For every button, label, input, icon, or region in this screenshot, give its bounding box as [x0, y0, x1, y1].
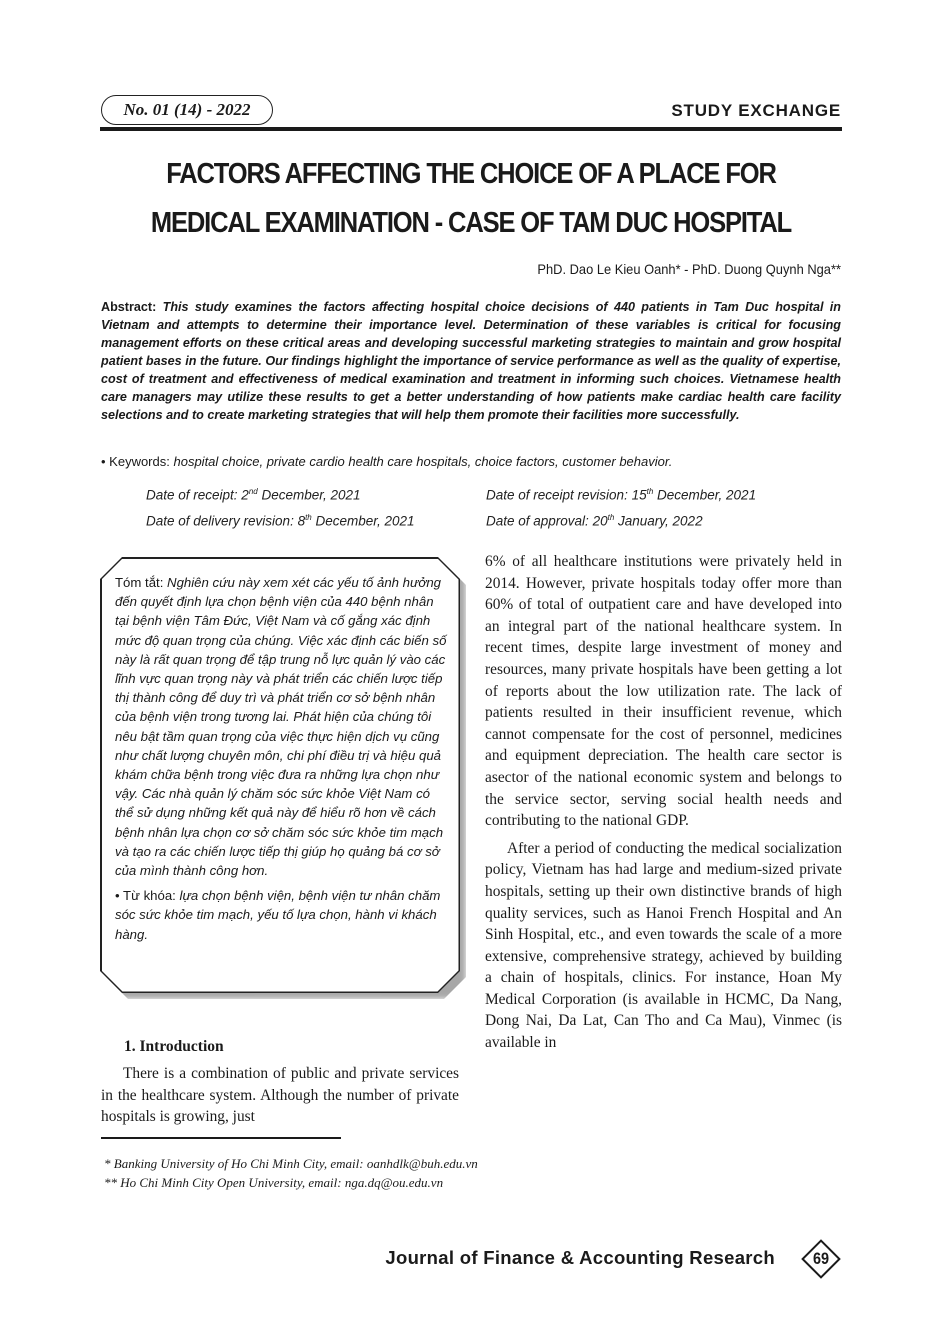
date-approval-value: January, 2022 [614, 513, 703, 529]
title-line-2: MEDICAL EXAMINATION - CASE OF TAM DUC HOSPITAL [150, 207, 792, 239]
page-number: 69 [812, 1249, 830, 1268]
page-number-badge [801, 1239, 841, 1279]
journal-name: Journal of Finance & Accounting Research [385, 1247, 775, 1268]
title-line-1: FACTORS AFFECTING THE CHOICE OF A PLACE FOR [166, 158, 776, 190]
date-delivery-revision [146, 513, 415, 529]
date-receipt-sup: nd [248, 487, 258, 496]
date-approval [486, 513, 703, 529]
keywords-label: • Keywords: [101, 454, 170, 469]
abstract [101, 298, 841, 424]
keywords [101, 454, 841, 469]
vietnamese-summary [115, 573, 451, 944]
date-receipt-value: December, 2021 [257, 487, 361, 503]
vietnamese-abstract [115, 573, 451, 880]
vietnamese-keywords [115, 886, 451, 944]
keywords-text: hospital choice, private cardio health care hospitals, choice factors, customer behavior. [173, 454, 673, 469]
body-paragraph: After a period of conducting the medical socialization policy, Vietnam has had large and medium-sized private hospitals, setting up their own distinctive brands of high quality services, such as Hanoi French Hospital and An Sinh Hospital, etc., and even towards the scale of a more extensive, comprehensive strategy, achieved by building a chain of hospitals, clinics. For instance, Hoan My Medical Corporation (is available in HCMC, Da Nang, Dong Nai, Da Lat, Can Tho and Ca Mau), Vinmec (is available in [485, 839, 842, 1052]
footnote-1: * Banking University of Ho Chi Minh City, email: oanhdlk@buh.edu.vn [104, 1156, 478, 1171]
date-receipt-revision-label: Date of receipt revision: 15 [486, 487, 647, 503]
vietnamese-abstract-label: Tóm tắt: [115, 575, 164, 590]
vietnamese-keywords-text: lựa chọn bệnh viện, bệnh viện tư nhân chăm sóc sức khỏe tim mạch, yếu tố lựa chọn, hành vi khách hàng. [115, 888, 441, 942]
vietnamese-abstract-text: Nghiên cứu này xem xét các yếu tố ảnh hưởng đến quyết định lựa chọn bệnh viện của 440 bệnh nhân tại bệnh viện Tâm Đức, Việt Nam và cố gắng xác định mức độ quan trọng của chúng. Việc xác định các biến số này là rất quan trọng để tập trung nỗ lực quản lý vào các lĩnh vực quan trọng này và phát triển các chiến lược tiếp thị thành công để duy trì và phát triển cơ sở bệnh nhân của bệnh viện trong tương lai. Phát hiện của chúng tôi nêu bật tầm quan trọng của việc thực hiện dịch vụ cũng như chất lượng chuyên môn, chi phí điều trị và hiệu quả khám chữa bệnh trong việc đưa ra những lựa chọn như vậy. Các nhà quản lý chăm sóc sức khỏe Việt Nam có thể sử dụng những kết quả này để hiểu rõ hơn về cách bệnh nhân lựa chọn cơ sở chăm sóc sức khỏe tim mạch và tạo ra các chiến lược tiếp thị giúp họ quảng bá cơ sở của mình thành công hơn. [115, 575, 447, 879]
body-paragraph: There is a combination of public and private services in the healthcare system. Although the number of private hospitals is growing, just [101, 1065, 459, 1126]
date-approval-sup: th [607, 513, 615, 522]
date-delivery-revision-label: Date of delivery revision: 8 [146, 513, 306, 529]
section-heading-introduction: 1. Introduction [124, 1038, 224, 1055]
right-column-body [485, 551, 842, 1054]
left-column-body [101, 1063, 459, 1128]
date-receipt-revision-value: December, 2021 [653, 487, 757, 503]
date-delivery-revision-sup: th [305, 513, 312, 522]
date-approval-label: Date of approval: 20 [486, 513, 608, 529]
issue-badge: No. 01 (14) - 2022 [101, 95, 273, 125]
article-title [145, 150, 798, 248]
footnote-2: ** Ho Chi Minh City Open University, email: nga.dq@ou.edu.vn [104, 1175, 444, 1190]
footnotes [104, 1154, 478, 1192]
date-receipt-revision [486, 487, 756, 503]
body-paragraph: 6% of all healthcare institutions were privately held in 2014. However, private hospitals today offer more than 60% of total of outpatient care and have developed into an integral part of the national healthcare system. In recent times, despite large investment of money and resources, many private hospitals have been getting a lot of reports about the low utilization rate. The lack of patients resulted in their insufficient revenue, which cannot compensate for the cost of personnel, medicines and equipment depreciation. The health care sector is asector of the national economic system and belongs to the service sector, serving social health needs and contributing to the national GDP. [485, 553, 842, 830]
abstract-text: This study examines the factors affecting hospital choice decisions of 440 patients in Tam Duc hospital in Vietnam and attempts to determine their importance level. Determination of these variables is critical for focusing management efforts on these critical areas and developing successful marketing strategies to maintain and grow hospital patient bases in the future. Our findings highlight the importance of service performance as well as the quality of expertise, cost of treatment and effectiveness of medical examination and treatment in informing such choices. Vietnamese health care managers may utilize these results to get a better understanding of how patients make cardiac health care facility selections and to create marketing strategies that will help them promote their facilities more successfully. [101, 300, 842, 422]
footnote-divider [101, 1137, 341, 1139]
section-label: STUDY EXCHANGE [671, 101, 841, 120]
date-receipt [146, 487, 361, 503]
vietnamese-keywords-label: • Từ khóa: [115, 888, 176, 904]
date-delivery-revision-value: December, 2021 [311, 513, 415, 529]
abstract-label: Abstract: [101, 300, 157, 314]
authors: PhD. Dao Le Kieu Oanh* - PhD. Duong Quynh Nga** [537, 261, 841, 277]
date-receipt-revision-sup: th [646, 487, 654, 496]
date-receipt-label: Date of receipt: 2 [146, 487, 249, 503]
header-divider [100, 127, 842, 131]
